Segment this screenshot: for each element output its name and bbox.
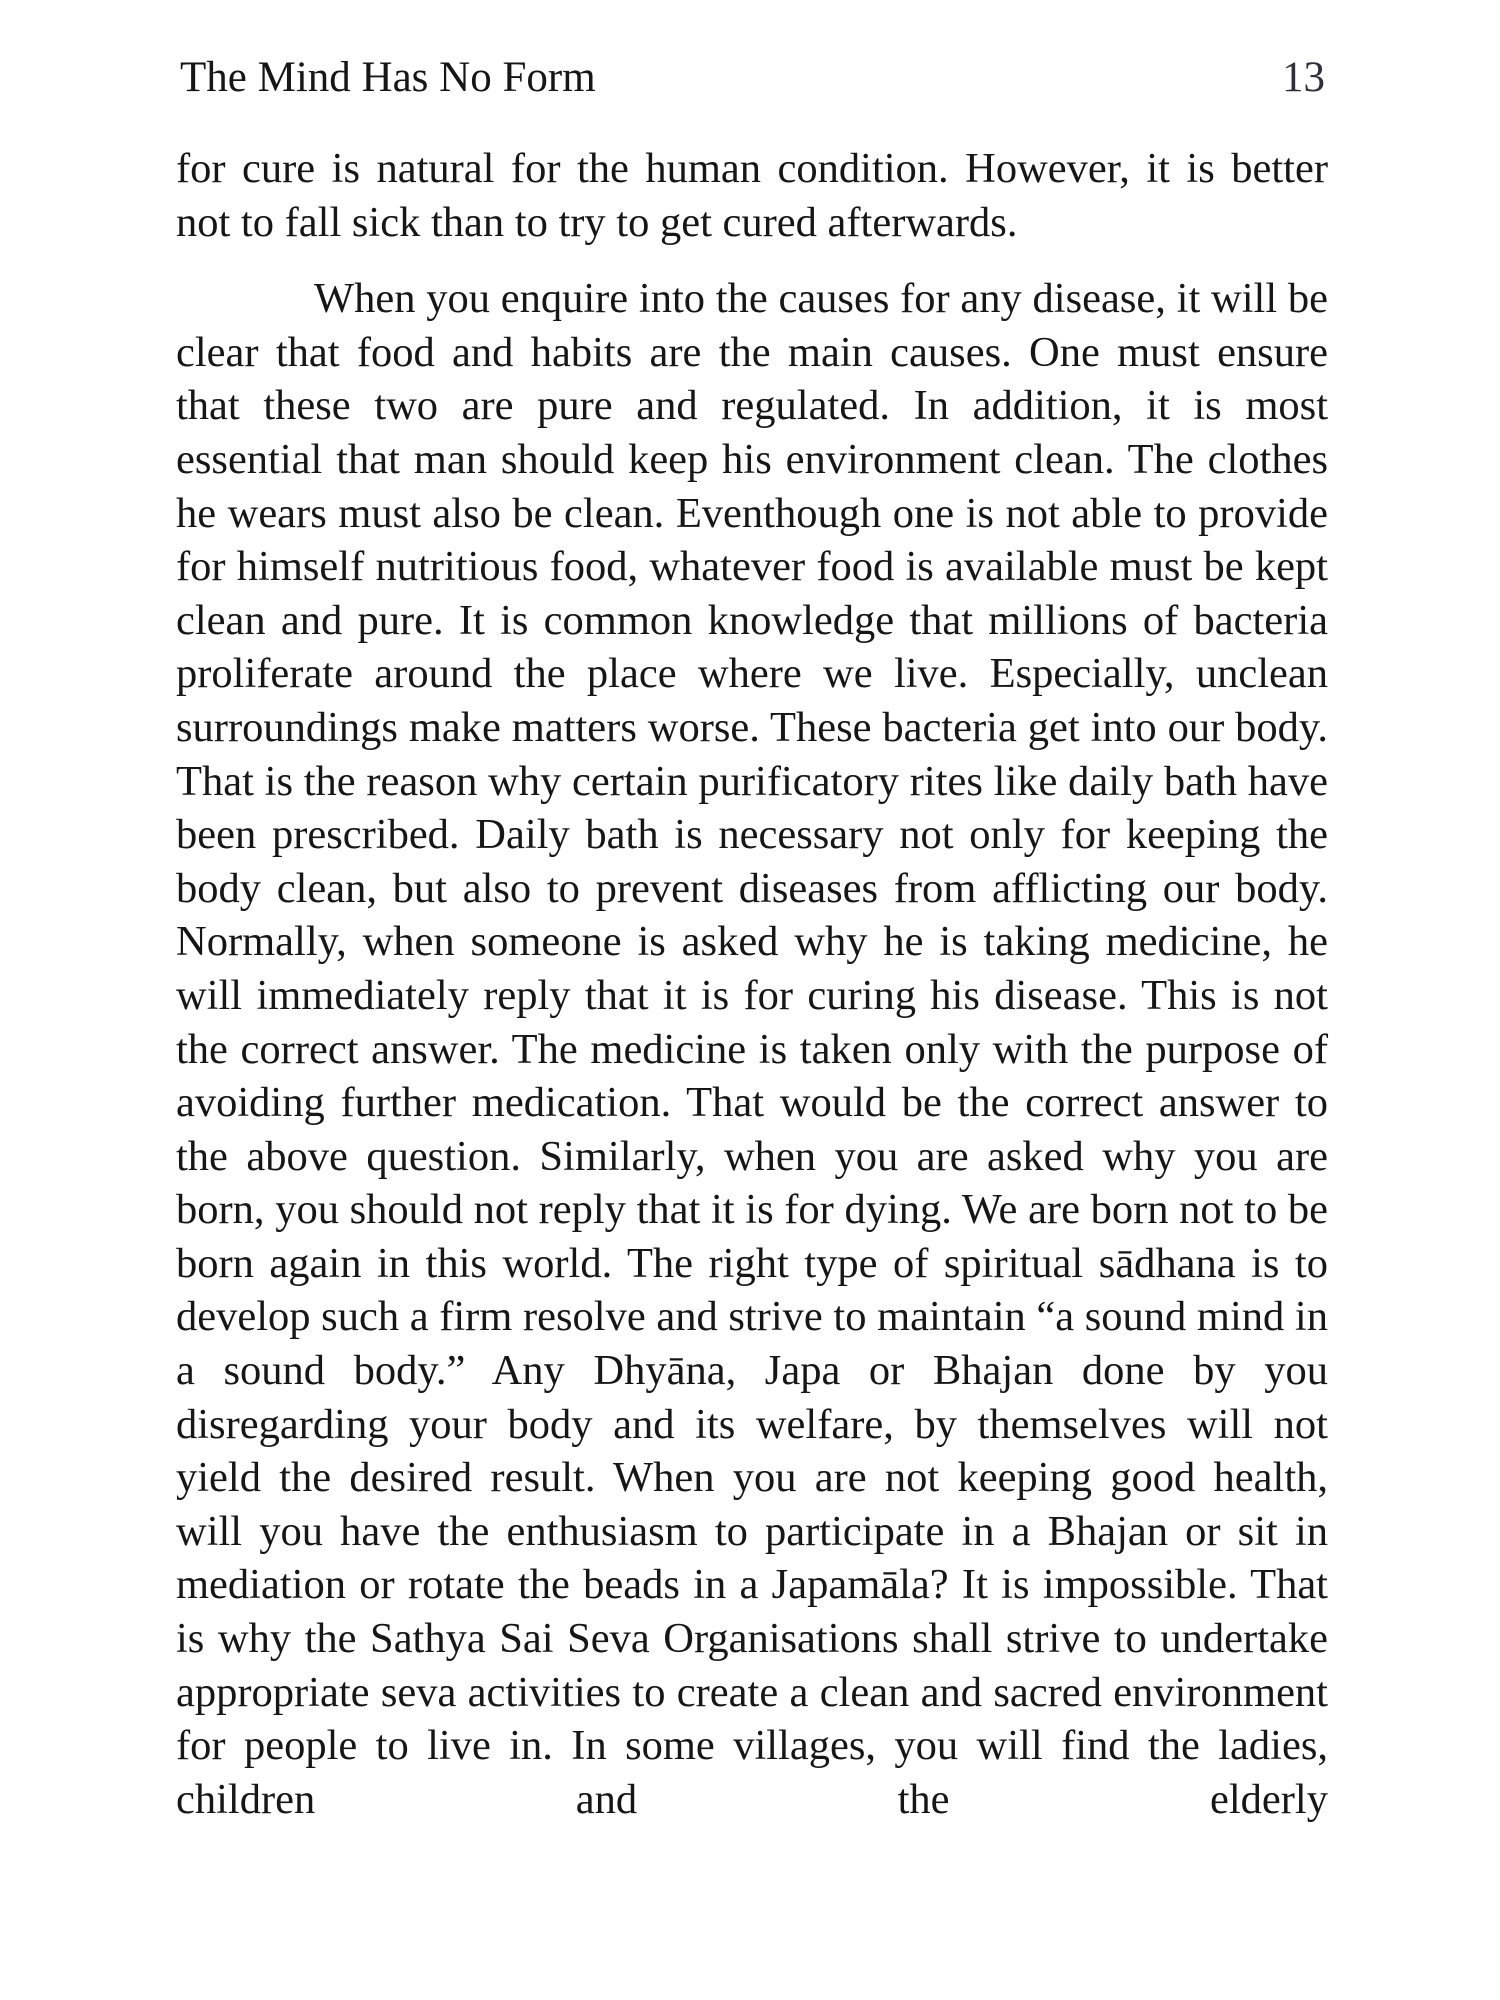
chapter-title: The Mind Has No Form — [180, 54, 596, 101]
running-head — [180, 48, 1325, 108]
paragraph-main: When you enquire into the causes for any disease, it will be clear that food and habits are the main causes. One must ensure that these two are pure and regulated. In addition, it is most essential that man should keep his environment clean. The clothes he wears must also be clean. Eventhough one is not able to provide for himself nutritious food, whatever food is available must be kept clean and pure. It is common knowledge that millions of bacteria proliferate around the place where we live. Especially, unclean surroundings make matters worse. These bacteria get into our body. That is the reason why certain purificatory rites like daily bath have been prescribed. Daily bath is necessary not only for keeping the body clean, but also to prevent diseases from afflicting our body. Normally, when someone is asked why he is taking medicine, he will immediately reply that it is for curing his disease. This is not the correct answer. The medicine is taken only with the purpose of avoiding further medication. That would be the correct answer to the above question. Similarly, when you are asked why you are born, you should not reply that it is for dying. We are born not to be born again in this world. The right type of spiritual sādhana is to develop such a firm resolve and strive to maintain “a sound mind in a sound body.” Any Dhyāna, Japa or Bhajan done by you disregarding your body and its welfare, by themselves will not yield the desired result. When you are not keeping good health, will you have the enthusiasm to participate in a Bhajan or sit in mediation or rotate the beads in a Japamāla? It is impossible. That is why the Sathya Sai Seva Organisations shall strive to undertake appropriate seva activities to create a clean and sacred environment for people to live in. In some villages, you will find the ladies, children and the elderly — [176, 275, 1328, 1823]
page-number: 13 — [1282, 54, 1325, 101]
paragraph-continuation: for cure is natural for the human condition. However, it is better not to fall sick than to try to get cured afterwards. — [176, 145, 1328, 246]
body-text — [176, 142, 1328, 1826]
